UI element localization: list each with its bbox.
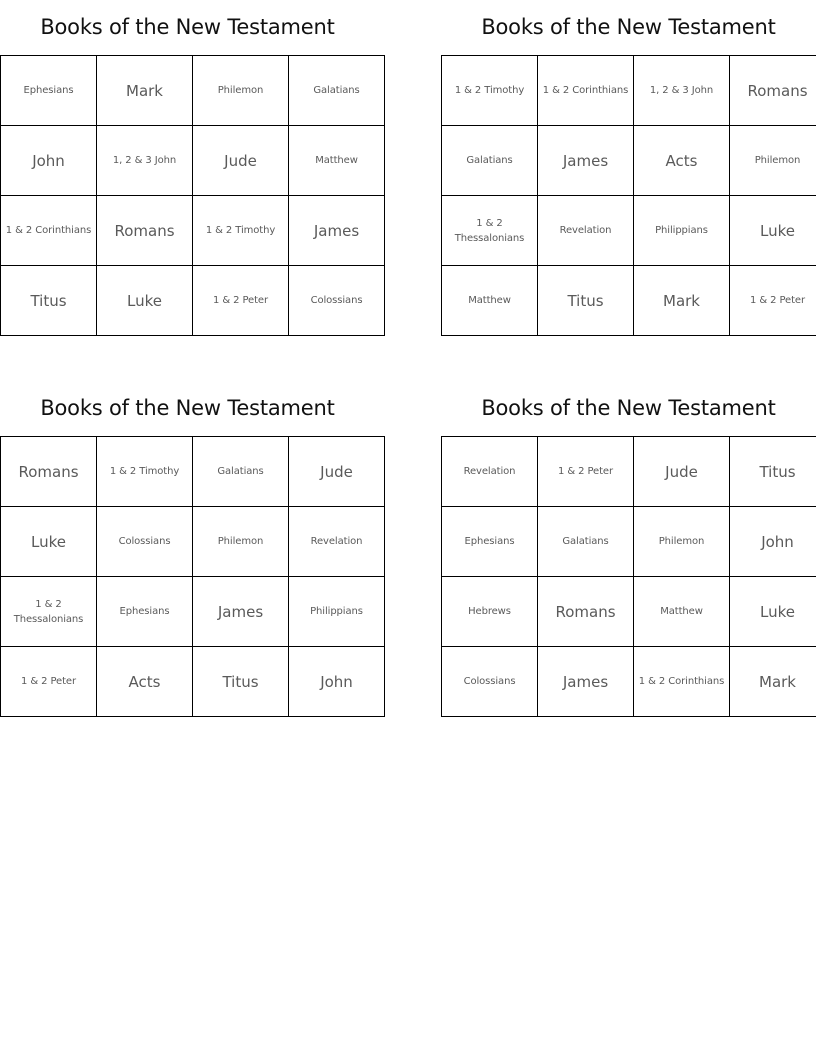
grid-row bbox=[442, 56, 816, 126]
grid-row bbox=[442, 647, 816, 717]
grid-cell: Philemon bbox=[193, 56, 289, 126]
grid-cell: Philippians bbox=[634, 196, 730, 266]
grid-cell: Acts bbox=[634, 126, 730, 196]
grid-cell: 1, 2 & 3 John bbox=[97, 126, 193, 196]
grid-row bbox=[1, 56, 385, 126]
bingo-grid bbox=[441, 436, 816, 717]
grid-cell: Luke bbox=[730, 196, 816, 266]
grid-cell: 1 & 2 Peter bbox=[538, 437, 634, 507]
grid-cell: Luke bbox=[730, 577, 816, 647]
grid-row bbox=[1, 266, 385, 336]
grid-cell: 1, 2 & 3 John bbox=[634, 56, 730, 126]
grid-cell: Matthew bbox=[634, 577, 730, 647]
grid-row bbox=[442, 437, 816, 507]
grid-cell: 1 & 2 Timothy bbox=[97, 437, 193, 507]
grid-cell: Philemon bbox=[730, 126, 816, 196]
grid-cell: Jude bbox=[289, 437, 385, 507]
grid-cell: Ephesians bbox=[97, 577, 193, 647]
grid-cell: 1 & 2 Peter bbox=[1, 647, 97, 717]
grid-cell: 1 & 2 Timothy bbox=[442, 56, 538, 126]
grid-cell: 1 & 2 Peter bbox=[730, 266, 816, 336]
grid-cell: 1 & 2 Timothy bbox=[193, 196, 289, 266]
grid-cell: Revelation bbox=[442, 437, 538, 507]
grid-cell: Galatians bbox=[289, 56, 385, 126]
grid-row bbox=[1, 196, 385, 266]
grid-cell: 1 & 2 Thessalonians bbox=[442, 196, 538, 266]
grid-cell: Titus bbox=[538, 266, 634, 336]
card-title: Books of the New Testament bbox=[40, 396, 335, 420]
card-title: Books of the New Testament bbox=[481, 15, 776, 39]
grid-cell: James bbox=[193, 577, 289, 647]
grid-cell: Mark bbox=[97, 56, 193, 126]
card-title: Books of the New Testament bbox=[481, 396, 776, 420]
grid-row bbox=[442, 507, 816, 577]
grid-cell: Ephesians bbox=[1, 56, 97, 126]
grid-cell: Galatians bbox=[193, 437, 289, 507]
grid-row bbox=[1, 437, 385, 507]
bingo-grid bbox=[0, 436, 385, 717]
grid-cell: Ephesians bbox=[442, 507, 538, 577]
grid-cell: Colossians bbox=[97, 507, 193, 577]
grid-cell: Mark bbox=[634, 266, 730, 336]
grid-row bbox=[1, 126, 385, 196]
grid-cell: 1 & 2 Peter bbox=[193, 266, 289, 336]
bingo-grid bbox=[441, 55, 816, 336]
grid-row bbox=[442, 577, 816, 647]
bingo-grid bbox=[0, 55, 385, 336]
grid-cell: Matthew bbox=[442, 266, 538, 336]
grid-cell: Colossians bbox=[289, 266, 385, 336]
grid-cell: James bbox=[538, 647, 634, 717]
grid-row bbox=[1, 507, 385, 577]
grid-cell: Romans bbox=[97, 196, 193, 266]
grid-cell: Hebrews bbox=[442, 577, 538, 647]
grid-cell: Jude bbox=[193, 126, 289, 196]
grid-cell: Romans bbox=[730, 56, 816, 126]
grid-cell: 1 & 2 Corinthians bbox=[1, 196, 97, 266]
grid-cell: 1 & 2 Corinthians bbox=[538, 56, 634, 126]
grid-cell: Titus bbox=[193, 647, 289, 717]
grid-cell: John bbox=[1, 126, 97, 196]
grid-row bbox=[442, 126, 816, 196]
grid-cell: Philemon bbox=[193, 507, 289, 577]
grid-cell: James bbox=[538, 126, 634, 196]
card-title: Books of the New Testament bbox=[40, 15, 335, 39]
grid-cell: Philippians bbox=[289, 577, 385, 647]
grid-cell: James bbox=[289, 196, 385, 266]
grid-cell: Titus bbox=[1, 266, 97, 336]
grid-cell: 1 & 2 Thessalonians bbox=[1, 577, 97, 647]
grid-cell: John bbox=[289, 647, 385, 717]
grid-row bbox=[1, 647, 385, 717]
grid-cell: Luke bbox=[1, 507, 97, 577]
grid-cell: Revelation bbox=[289, 507, 385, 577]
grid-row bbox=[442, 196, 816, 266]
grid-cell: Mark bbox=[730, 647, 816, 717]
grid-cell: Romans bbox=[1, 437, 97, 507]
grid-cell: John bbox=[730, 507, 816, 577]
grid-cell: Galatians bbox=[442, 126, 538, 196]
grid-row bbox=[442, 266, 816, 336]
grid-cell: Colossians bbox=[442, 647, 538, 717]
grid-cell: 1 & 2 Corinthians bbox=[634, 647, 730, 717]
grid-row bbox=[1, 577, 385, 647]
grid-cell: Luke bbox=[97, 266, 193, 336]
grid-cell: Galatians bbox=[538, 507, 634, 577]
grid-cell: Revelation bbox=[538, 196, 634, 266]
grid-cell: Matthew bbox=[289, 126, 385, 196]
grid-cell: Acts bbox=[97, 647, 193, 717]
grid-cell: Titus bbox=[730, 437, 816, 507]
grid-cell: Romans bbox=[538, 577, 634, 647]
grid-cell: Philemon bbox=[634, 507, 730, 577]
grid-cell: Jude bbox=[634, 437, 730, 507]
